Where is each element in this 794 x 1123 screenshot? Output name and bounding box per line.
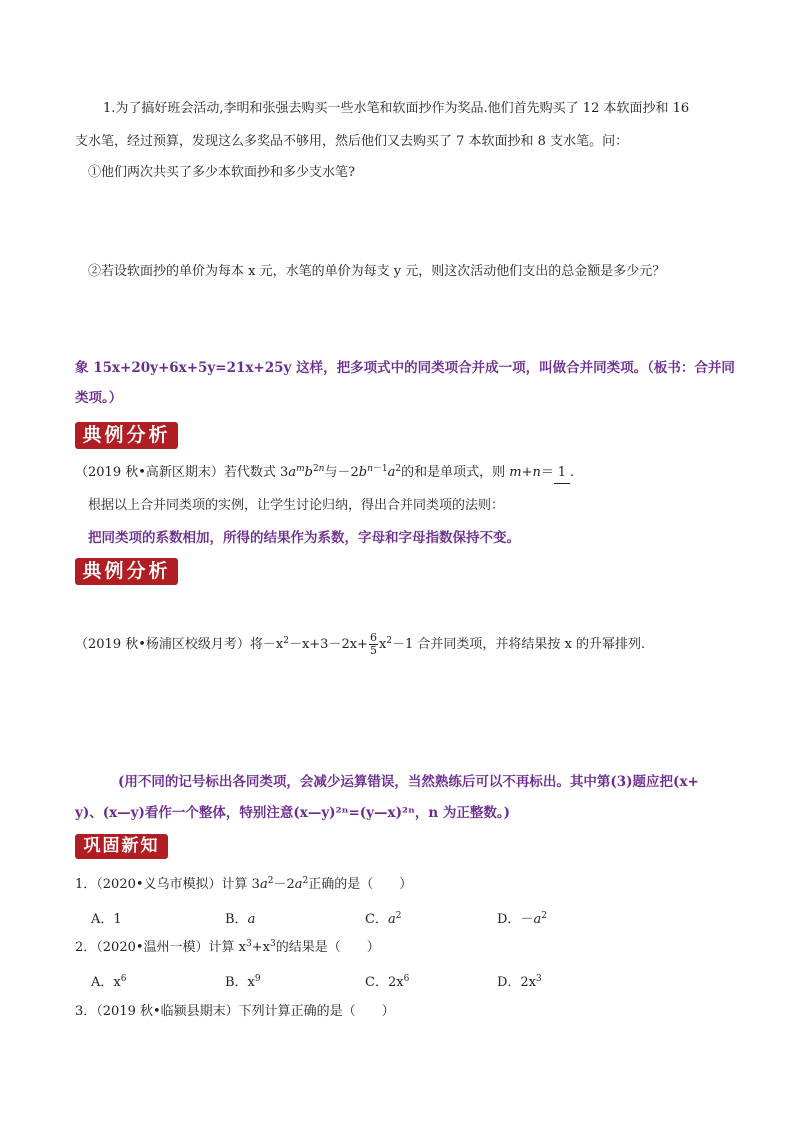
example1-tail: 的和是单项式，则 xyxy=(401,465,510,480)
option-label: A．1 xyxy=(91,912,122,927)
definition-line2: 类项。） xyxy=(75,390,123,406)
exercise2-option-b[interactable]: B．$x^9$ xyxy=(225,974,261,990)
exercise2-option-c[interactable]: C．$2x^6$ xyxy=(365,974,410,990)
exercise1-option-d[interactable]: D．$-a^2$ xyxy=(497,911,547,927)
example1-source: （2019 秋•高新区期末）若代数式 3 xyxy=(75,465,289,480)
example2-part4: －1 合并同类项，并将结果按 x 的升幂排列. xyxy=(392,637,646,652)
exercise2-option-a[interactable]: A．$x^6$ xyxy=(91,974,127,990)
exercise1-stem: 1．（2020•义乌市模拟）计算 $3a^2-2a^2$正确的是（ ） xyxy=(75,876,413,892)
note-line1: (用不同的记号标出各同类项，会减少运算错误，当然熟练后可以不再标出。其中第(3)题应把(x+ xyxy=(118,774,699,790)
problem1-line1: 1.为了搞好班会活动,李明和张强去购买一些水笔和软面抄作为奖品.他们首先购买了 12 本软面抄和 16 xyxy=(103,101,690,116)
example1-eq: ＝ xyxy=(540,465,554,480)
exercise2-stem: 2．（2020•温州一模）计算 $x^3+x^3$的结果是（ ） xyxy=(75,939,380,955)
exercise1-stem-c: 正确的是（ ） xyxy=(308,877,413,892)
option-label: C． xyxy=(365,912,388,927)
example2-source: （2019 秋•杨浦区校级月考）将－x xyxy=(75,637,284,652)
fraction-denominator: 5 xyxy=(369,644,377,657)
consolidate-badge: 巩固新知 xyxy=(75,834,168,859)
exercise1-option-b[interactable]: B．a xyxy=(225,912,256,927)
exercise1-option-a[interactable] xyxy=(91,908,122,927)
option-label: D．2x xyxy=(497,975,537,990)
exercise2-stem-a: 2．（2020•温州一模）计算 x xyxy=(75,940,246,955)
problem1-line2: 支水笔，经过预算，发现这么多奖品不够用，然后他们又去购买了 7 本软面抄和 8 支水笔。问： xyxy=(75,134,629,149)
option-label: A．x xyxy=(91,975,121,990)
example1-answer: 1 xyxy=(554,463,570,484)
fraction-numerator: 6 xyxy=(369,631,377,644)
exercise1-stem-a: 1．（2020•义乌市模拟）计算 3 xyxy=(75,877,260,892)
definition-line1: 象 15x+20y+6x+5y=21x+25y 这样，把多项式中的同类项合并成一项，叫做合并同类项。（板书：合并同 xyxy=(75,360,735,376)
exercise2-stem-b: +x xyxy=(251,940,270,955)
exercise1-option-c[interactable]: C．$a^2$ xyxy=(365,911,402,927)
example2-part3: x xyxy=(378,637,387,652)
fraction-six-fifths xyxy=(369,632,378,657)
option-label: B． xyxy=(225,912,248,927)
exercise3-stem: 3．（2019 秋•临颍县期末）下列计算正确的是（ ） xyxy=(75,1004,395,1019)
option-label: C．2x xyxy=(365,975,404,990)
option-label: B．x xyxy=(225,975,255,990)
example1-end: . xyxy=(569,465,575,480)
exercise2-option-d[interactable]: D．$2x^3$ xyxy=(497,974,542,990)
rule-intro: 根据以上合并同类项的实例，让学生讨论归纳，得出合并同类项的法则： xyxy=(88,498,505,513)
problem1-question1: ①他们两次共买了多少本软面抄和多少支水笔? xyxy=(88,165,355,180)
example-analysis-badge: 典例分析 xyxy=(75,422,178,449)
option-label: D．－ xyxy=(497,912,534,927)
example-analysis-badge-2: 典例分析 xyxy=(75,558,178,585)
exercise2-stem-c: 的结果是（ ） xyxy=(275,940,380,955)
merge-rule: 把同类项的系数相加，所得的结果作为系数，字母和字母指数保持不变。 xyxy=(88,530,520,546)
example2-part2: －x+3－2x+ xyxy=(288,637,368,652)
exercise1-stem-b: －2 xyxy=(273,877,295,892)
problem1-question2: ②若设软面抄的单价为每本 x 元，水笔的单价为每支 y 元，则这次活动他们支出的总金额是多少元？ xyxy=(88,264,666,279)
example1-statement: （2019 秋•高新区期末）若代数式 $3a^mb^{2n}$与$-2b^{n-1}a^2$的和是单项式，则 m+n＝ 1 . xyxy=(75,463,574,484)
example1-mid: 与－2 xyxy=(324,465,359,480)
note-line2: y)、(x—y)看作一个整体，特别注意(x—y)²ⁿ=(y—x)²ⁿ，n 为正整数。) xyxy=(75,805,511,821)
example2-statement: （2019 秋•杨浦区校级月考）将$-x^2-x+3-2x+$ $\frac{6}{5}$ $x^2-1$ 合并同类项，并将结果按 x 的升幂排列. xyxy=(75,631,646,657)
